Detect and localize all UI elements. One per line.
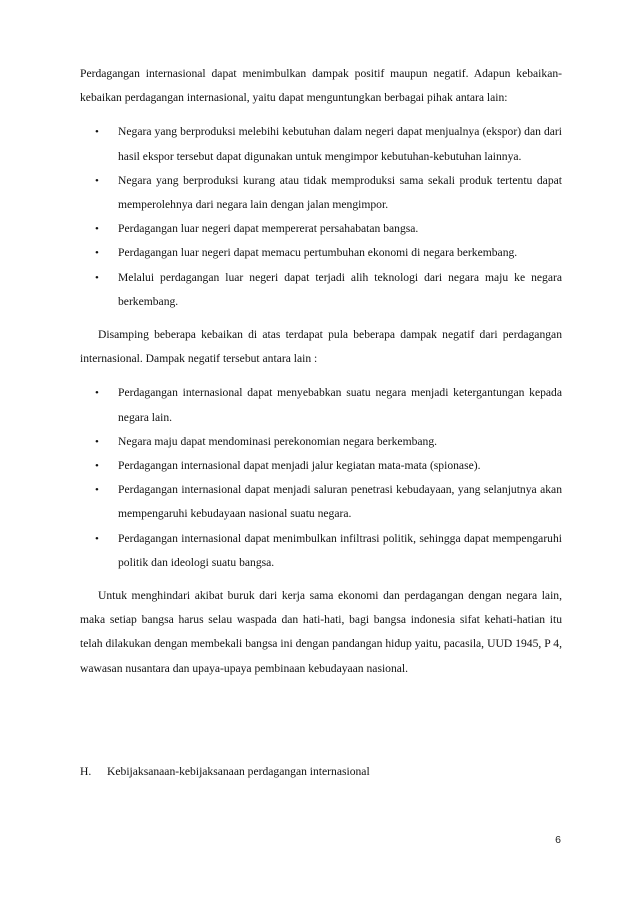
bullet-icon: • <box>95 247 99 260</box>
positive-impacts-list <box>80 120 562 314</box>
list-item-text: Negara yang berproduksi kurang atau tidak memproduksi sama sekali produk tertentu dapat memperolehnya dari negara lain dengan jalan mengimpor. <box>118 173 562 212</box>
bullet-icon: • <box>95 460 99 473</box>
section-title: Kebijaksanaan-kebijaksanaan perdagangan internasional <box>107 765 370 778</box>
list-item-text: Negara yang berproduksi melebihi kebutuhan dalam negeri dapat menjualnya (ekspor) dan dari hasil ekspor tersebut dapat digunakan untuk mengimpor kebutuhan-kebutuhan lainnya. <box>118 125 562 163</box>
bullet-icon: • <box>95 174 99 187</box>
list-item-text: Perdagangan internasional dapat menimbulkan infiltrasi politik, sehingga dapat mempengaruhi politik dan ideologi suatu bangsa. <box>118 531 562 569</box>
list-item-text: Perdagangan internasional dapat menyebabkan suatu negara menjadi ketergantungan kepada negara lain. <box>118 386 562 424</box>
list-item <box>80 241 562 265</box>
list-item-text: Perdagangan luar negeri dapat memacu pertumbuhan ekonomi di negara berkembang. <box>118 246 518 260</box>
negative-intro-paragraph: Disamping beberapa kebaikan di atas terdapat pula beberapa dampak negatif dari perdagangan internasional. Dampak negatif tersebut antara lain : <box>80 328 562 366</box>
list-item <box>80 266 562 314</box>
bullet-icon: • <box>95 484 99 497</box>
page-body <box>80 62 562 681</box>
bullet-icon: • <box>95 271 99 284</box>
negative-impacts-list <box>80 381 562 575</box>
list-item <box>80 527 562 575</box>
list-item-text: Perdagangan luar negeri dapat mempererat persahabatan bangsa. <box>118 222 419 236</box>
list-item-text: Negara maju dapat mendominasi perekonomian negara berkembang. <box>118 434 438 448</box>
list-item <box>80 169 562 217</box>
section-heading <box>80 760 370 784</box>
section-number: H. <box>80 765 92 778</box>
list-item <box>80 478 562 526</box>
bullet-icon: • <box>95 435 99 448</box>
list-item <box>80 381 562 429</box>
bullet-icon: • <box>95 223 99 236</box>
page-number: 6 <box>555 834 561 846</box>
bullet-icon: • <box>95 387 99 400</box>
list-item <box>80 217 562 241</box>
list-item <box>80 454 562 478</box>
bullet-icon: • <box>95 126 99 139</box>
list-item-text: Perdagangan internasional dapat menjadi saluran penetrasi kebudayaan, yang selanjutnya akan mempengaruhi kebudayaan nasional suatu negara. <box>118 483 562 521</box>
intro-paragraph: Perdagangan internasional dapat menimbulkan dampak positif maupun negatif. Adapun kebaikan-kebaikan perdagangan internasional, yaitu dapat menguntungkan berbagai pihak antara lain: <box>80 67 562 105</box>
list-item-text: Perdagangan internasional dapat menjadi jalur kegiatan mata-mata (spionase). <box>118 459 481 473</box>
closing-paragraph: Untuk menghindari akibat buruk dari kerja sama ekonomi dan perdagangan dengan negara lain, maka setiap bangsa harus selau waspada dan hati-hati, bagi bangsa indonesia sifat kehati-hatian itu telah dilakukan dengan membekali bangsa ini dengan pandangan hidup yaitu, pacasila, UUD 1945, P 4, wawasan nusantara dan upaya-upaya pembinaan kebudayaan nasional. <box>80 589 562 675</box>
list-item-text: Melalui perdagangan luar negeri dapat terjadi alih teknologi dari negara maju ke negara berkembang. <box>118 270 562 308</box>
list-item <box>80 430 562 454</box>
list-item <box>80 120 562 168</box>
bullet-icon: • <box>95 532 99 545</box>
